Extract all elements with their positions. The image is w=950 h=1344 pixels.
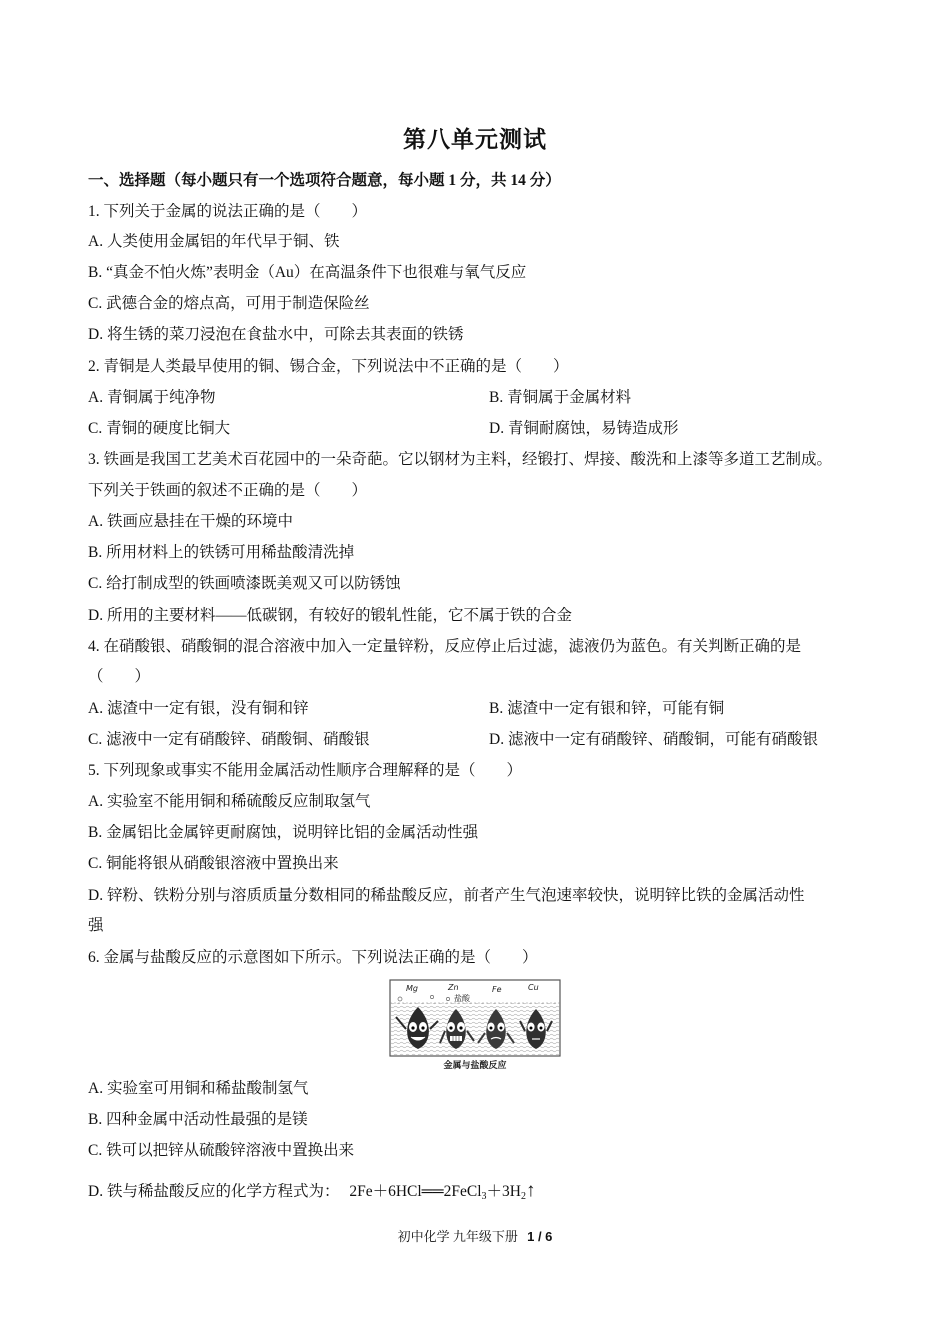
question-4-option-d: D. 滤液中一定有硝酸锌、硝酸铜，可能有硝酸银 xyxy=(489,731,818,748)
question-2-option-a: A. 青铜属于纯净物 xyxy=(88,389,216,406)
question-3-stem-continued: 下列关于铁画的叙述不正确的是（ ） xyxy=(88,482,368,499)
question-4-stem: 4. 在硝酸银、硝酸铜的混合溶液中加入一定量锌粉，反应停止后过滤，滤液仍为蓝色。有关判断正确的是 xyxy=(88,638,802,655)
question-5-option-c: C. 铜能将银从硝酸银溶液中置换出来 xyxy=(88,855,339,872)
page-number: 1 / 6 xyxy=(527,1229,553,1244)
footer-subject: 初中化学 九年级下册 xyxy=(397,1229,518,1244)
question-6-option-a: A. 实验室可用铜和稀盐酸制氢气 xyxy=(88,1080,309,1097)
question-3-option-d: D. 所用的主要材料——低碳钢，有较好的锻轧性能，它不属于铁的合金 xyxy=(88,607,572,624)
metal-label-cu: Cu xyxy=(528,983,539,992)
question-5-option-d-continued: 强 xyxy=(88,917,104,934)
question-1-option-d: D. 将生锈的菜刀浸泡在食盐水中，可除去其表面的铁锈 xyxy=(88,326,464,343)
equation xyxy=(349,1180,536,1202)
metal-label-zn: Zn xyxy=(448,983,459,992)
question-6-option-d xyxy=(88,1178,536,1204)
question-1-option-b: B. “真金不怕火炼”表明金（Au）在高温条件下也很难与氧气反应 xyxy=(88,264,527,281)
question-4-stem-continued: （ ） xyxy=(88,668,151,685)
equation-subscript-2: 2 xyxy=(521,1191,526,1202)
question-5-option-a: A. 实验室不能用铜和稀硫酸反应制取氢气 xyxy=(88,793,371,810)
question-6-option-b: B. 四种金属中活动性最强的是镁 xyxy=(88,1111,308,1128)
question-2-stem: 2. 青铜是人类最早使用的铜、锡合金，下列说法中不正确的是（ ） xyxy=(88,358,569,375)
question-4-option-a: A. 滤渣中一定有银，没有铜和锌 xyxy=(88,700,309,717)
page-title: 第八单元测试 xyxy=(403,127,547,152)
gas-arrow-icon: ↑ xyxy=(526,1180,536,1201)
page-footer xyxy=(0,1227,950,1247)
question-3-option-c: C. 给打制成型的铁画喷漆既美观又可以防锈蚀 xyxy=(88,575,401,592)
figure-caption: 金属与盐酸反应 xyxy=(443,1061,507,1071)
question-4-option-b: B. 滤渣中一定有银和锌，可能有铜 xyxy=(489,700,725,717)
question-1-option-a: A. 人类使用金属铝的年代早于铜、铁 xyxy=(88,233,340,250)
question-5-option-b: B. 金属铝比金属锌更耐腐蚀，说明锌比铝的金属活动性强 xyxy=(88,824,479,841)
section-header: 一、选择题（每小题只有一个选项符合题意，每小题 1 分，共 14 分） xyxy=(88,172,561,189)
question-6-stem: 6. 金属与盐酸反应的示意图如下所示。下列说法正确的是（ ） xyxy=(88,949,538,966)
question-2-option-c: C. 青铜的硬度比铜大 xyxy=(88,420,231,437)
equation-product-ferric-chloride: 2FeCl xyxy=(443,1183,482,1200)
question-3-option-a: A. 铁画应悬挂在干燥的环境中 xyxy=(88,513,293,530)
equation-subscript-3: 3 xyxy=(481,1191,487,1202)
question-4-option-c: C. 滤液中一定有硝酸锌、硝酸铜、硝酸银 xyxy=(88,731,370,748)
acid-label: 盐酸 xyxy=(454,994,470,1003)
question-1-option-c: C. 武德合金的熔点高，可用于制造保险丝 xyxy=(88,295,370,312)
question-5-option-d: D. 锌粉、铁粉分别与溶质质量分数相同的稀盐酸反应，前者产生气泡速率较快，说明锌比铁的金属活动性 xyxy=(88,887,805,904)
question-3-stem: 3. 铁画是我国工艺美术百花园中的一朵奇葩。它以钢材为主料，经锻打、焊接、酸洗和上漆等多道工艺制成。 xyxy=(88,451,833,468)
equation-product-hydrogen: ＋3H xyxy=(486,1183,521,1200)
equation-reactants: 2Fe＋6HCl xyxy=(349,1183,422,1200)
question-5-stem: 5. 下列现象或事实不能用金属活动性顺序合理解释的是（ ） xyxy=(88,762,523,779)
question-3-option-b: B. 所用材料上的铁锈可用稀盐酸清洗掉 xyxy=(88,544,355,561)
equation-equals-sign: ══ xyxy=(421,1183,444,1200)
metal-acid-reaction-figure xyxy=(388,977,562,1073)
question-6-option-d-text: D. 铁与稀盐酸反应的化学方程式为： xyxy=(88,1183,340,1200)
question-1-stem: 1. 下列关于金属的说法正确的是（ ） xyxy=(88,203,368,220)
question-6-option-c: C. 铁可以把锌从硫酸锌溶液中置换出来 xyxy=(88,1142,355,1159)
question-2-option-b: B. 青铜属于金属材料 xyxy=(489,389,632,406)
metal-label-fe: Fe xyxy=(492,985,502,994)
question-2-option-d: D. 青铜耐腐蚀，易铸造成形 xyxy=(489,420,679,437)
metal-label-mg: Mg xyxy=(406,984,418,993)
